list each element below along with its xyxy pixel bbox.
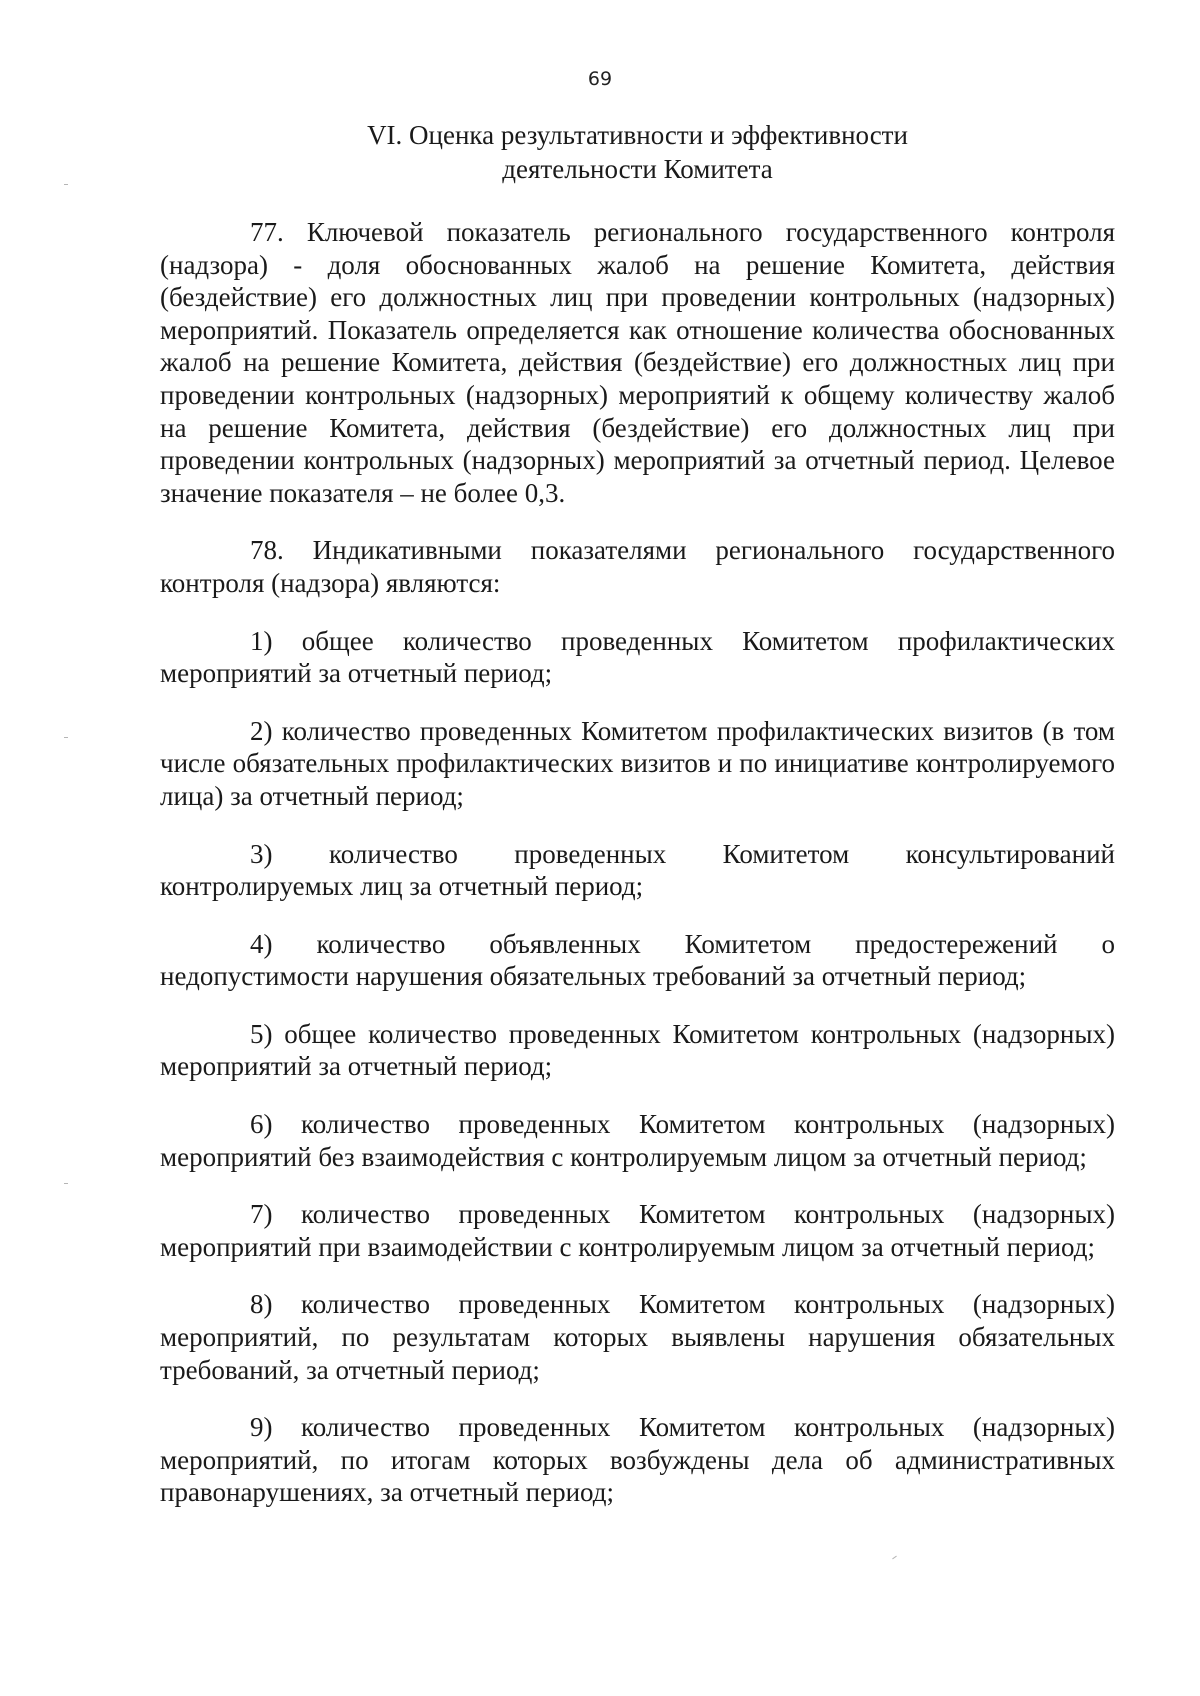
list-item-6: 6) количество проведенных Комитетом контрольных (надзорных) мероприятий без взаимодействия с контролируемым лицом за отчетный период; (160, 1109, 1115, 1172)
scan-mark (64, 1183, 68, 1184)
page-number: 69 (587, 68, 613, 90)
paragraph-78: 78. Индикативными показателями регионального государственного контроля (надзора) являются: (160, 535, 1115, 598)
paragraph-77: 77. Ключевой показатель регионального государственного контроля (надзора) - доля обоснованных жалоб на решение Комитета, действия (бездействие) его должностных лиц при проведении контрольных (надзорных) мероприятий. Показатель определяется как отношение количества обоснованных жалоб на решение Комитета, действия (бездействие) его должностных лиц при проведении контрольных (надзорных) мероприятий к общему количеству жалоб на решение Комитета, действия (бездействие) его должностных лиц при проведении контрольных (надзорных) мероприятий за отчетный период. Целевое значение показателя – не более 0,3. (160, 217, 1115, 508)
list-item-9: 9) количество проведенных Комитетом контрольных (надзорных) мероприятий, по итогам которых возбуждены дела об административных правонарушениях, за отчетный период; (160, 1412, 1115, 1508)
list-item-5: 5) общее количество проведенных Комитетом контрольных (надзорных) мероприятий за отчетный период; (160, 1018, 1115, 1082)
list-item-7: 7) количество проведенных Комитетом контрольных (надзорных) мероприятий при взаимодействии с контролируемым лицом за отчетный период; (160, 1199, 1115, 1262)
list-item-3: 3) количество проведенных Комитетом консультирований контролируемых лиц за отчетный период; (160, 838, 1115, 902)
section-title (160, 118, 1115, 186)
section-title-line-2: деятельности Комитета (502, 154, 773, 184)
scan-mark (64, 737, 68, 738)
scan-mark (892, 1556, 897, 1560)
list-item-2: 2) количество проведенных Комитетом профилактических визитов (в том числе обязательных профилактических визитов и по инициативе контролируемого лица) за отчетный период; (160, 715, 1115, 811)
scan-mark (64, 184, 68, 185)
list-item-8: 8) количество проведенных Комитетом контрольных (надзорных) мероприятий, по результатам которых выявлены нарушения обязательных требований, за отчетный период; (160, 1289, 1115, 1385)
list-item-1: 1) общее количество проведенных Комитетом профилактических мероприятий за отчетный период; (160, 625, 1115, 689)
document-body (160, 118, 1115, 1509)
section-title-line-1: VI. Оценка результативности и эффективности (367, 120, 908, 150)
list-item-4: 4) количество объявленных Комитетом предостережений о недопустимости нарушения обязательных требований за отчетный период; (160, 928, 1115, 992)
